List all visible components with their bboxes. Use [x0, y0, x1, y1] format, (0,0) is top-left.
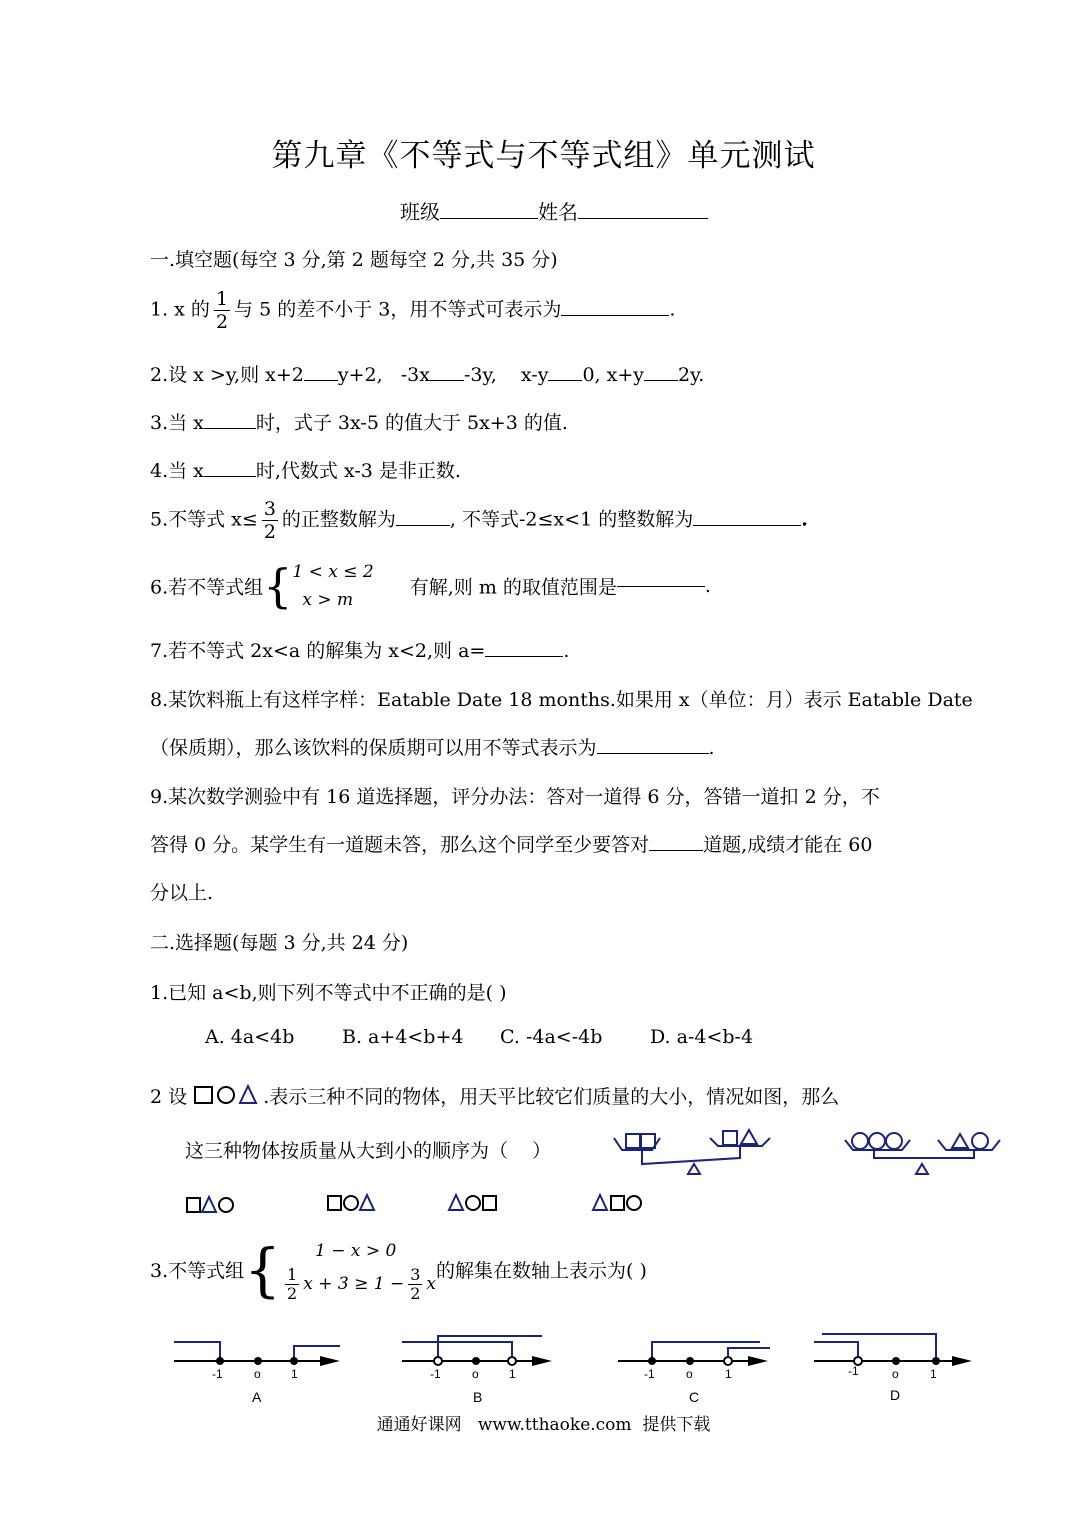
- number-line-c[interactable]: [618, 1342, 770, 1405]
- s2-q1-option-d[interactable]: D. a-4<b-4: [650, 1026, 754, 1048]
- tick-label: o: [472, 1367, 479, 1381]
- q9-blank[interactable]: [649, 849, 703, 851]
- s2-q2-line2: 这三种物体按质量从大到小的顺序为（ ）: [185, 1140, 552, 1162]
- fraction-three-halves: $\frac{3}{2}$: [263, 498, 276, 543]
- tick-label: o: [892, 1367, 899, 1381]
- s1-q3: 3.当 x 时，式子 3x-5 的值大于 5x+3 的值.: [150, 412, 568, 434]
- s1-q9-line3: 分以上.: [150, 882, 214, 904]
- q1-answer-blank[interactable]: [561, 314, 669, 316]
- s2-q2-option-4[interactable]: [593, 1195, 641, 1210]
- student-info-line: [400, 196, 708, 225]
- s2-q1-stem: 1.已知 a<b,则下列不等式中不正确的是( ): [150, 982, 507, 1004]
- q8-blank[interactable]: [597, 752, 709, 754]
- s1-q8-line2: （保质期），那么该饮料的保质期可以用不等式表示为 .: [150, 737, 715, 759]
- q5-blank-1[interactable]: [396, 524, 450, 526]
- class-blank[interactable]: [440, 217, 538, 219]
- s2-q1-option-a[interactable]: A. 4a<4b: [205, 1026, 295, 1048]
- q6-blank[interactable]: [617, 585, 705, 587]
- option-letter: D: [890, 1387, 901, 1403]
- brace-icon: {: [244, 1235, 282, 1304]
- s2-q2-option-2[interactable]: [328, 1195, 374, 1210]
- number-line-options: [170, 1328, 990, 1410]
- tick-label: 1: [725, 1367, 732, 1381]
- number-line-d[interactable]: [814, 1334, 972, 1403]
- tick-label: 1: [509, 1367, 516, 1381]
- q2-blank-3[interactable]: [548, 379, 582, 381]
- s1-q8-line1: 8.某饮料瓶上有这样字样：Eatable Date 18 months.如果用 x（单位：月）表示 Eatable Date: [150, 689, 973, 711]
- section2-heading: 二.选择题(每题 3 分,共 24 分): [150, 932, 409, 954]
- inequality-system-2: 1 − x > 0 $\frac{1}{2}$ x + 3 ≥ 1 − $\frac{3}{2}$ x: [287, 1241, 436, 1303]
- tick-label: 1: [930, 1367, 937, 1381]
- s2-q3: 3.不等式组{ 1 − x > 0 $\frac{1}{2}$ x + 3 ≥ 1 − $\frac{3}{2}$ x 的解集在数轴上表示为( ): [150, 1235, 647, 1304]
- inequality-system: 1 < x ≤ 2 x > m: [292, 562, 374, 610]
- s2-q2-options: [185, 1188, 655, 1218]
- name-blank[interactable]: [578, 217, 708, 219]
- section1-heading: 一.填空题(每空 3 分,第 2 题每空 2 分,共 35 分): [150, 249, 558, 271]
- s2-q2-option-1[interactable]: [187, 1197, 233, 1212]
- fraction-half: $\frac{1}{2}$: [215, 288, 229, 333]
- s1-q6: 6.若不等式组{ 1 < x ≤ 2 x > m 有解,则 m 的取值范围是 .: [150, 559, 711, 613]
- s2-q2-option-3[interactable]: [449, 1195, 496, 1210]
- tick-label: -1: [212, 1367, 223, 1381]
- shape-symbols-icon: [193, 1084, 263, 1106]
- tick-label: -1: [644, 1367, 655, 1381]
- number-line-a[interactable]: [174, 1342, 340, 1405]
- q3-blank[interactable]: [204, 427, 256, 429]
- q2-blank-4[interactable]: [644, 379, 678, 381]
- tick-label: o: [686, 1367, 693, 1381]
- s1-q5: 5.不等式 x≤ $\frac{3}{2}$ 的正整数解为 , 不等式-2≤x<1 的整数解为 .: [150, 498, 808, 543]
- tick-label: -1: [848, 1364, 859, 1378]
- name-label: 姓名: [538, 200, 578, 224]
- tick-label: 1: [291, 1367, 298, 1381]
- q4-blank[interactable]: [204, 475, 256, 477]
- s2-q1-option-b[interactable]: B. a+4<b+4: [342, 1026, 464, 1048]
- s1-q1: 1. x 的 $\frac{1}{2}$ 与 5 的差不小于 3，用不等式可表示为 .: [150, 288, 676, 333]
- s2-q1-option-c[interactable]: C. -4a<-4b: [500, 1026, 603, 1048]
- q2-blank-1[interactable]: [304, 379, 338, 381]
- option-letter: C: [689, 1389, 700, 1405]
- q7-blank[interactable]: [485, 655, 563, 657]
- s1-q2: 2.设 x >y,则 x+2 y+2, -3x -3y, x-y 0, x+y 2y.: [150, 364, 705, 386]
- tick-label: -1: [430, 1367, 441, 1381]
- s1-q9-line1: 9.某次数学测验中有 16 道选择题，评分办法：答对一道得 6 分，答错一道扣 2 分，不: [150, 786, 880, 808]
- s2-q2-line1: 2 设 .表示三种不同的物体，用天平比较它们质量的大小，情况如图，那么: [150, 1086, 840, 1108]
- option-letter: A: [252, 1389, 262, 1405]
- balance-scales-figure: [612, 1128, 1012, 1178]
- s1-q9-line2: 答得 0 分。某学生有一道题未答，那么这个同学至少要答对 道题,成绩才能在 60: [150, 834, 873, 856]
- tick-label: o: [254, 1367, 261, 1381]
- page-footer: 通通好课网 www.tthaoke.com 提供下载: [376, 1415, 711, 1435]
- page-title: 第九章《不等式与不等式组》单元测试: [271, 138, 816, 174]
- number-line-b[interactable]: [402, 1336, 552, 1405]
- s1-q4: 4.当 x 时,代数式 x-3 是非正数.: [150, 460, 461, 482]
- brace-icon: {: [263, 559, 293, 613]
- q5-blank-2[interactable]: [693, 524, 801, 526]
- option-letter: B: [473, 1389, 483, 1405]
- q1-text-post: 与 5 的差不小于 3，用不等式可表示为: [234, 298, 562, 321]
- q1-text-pre: 1. x 的: [150, 298, 210, 321]
- class-label: 班级: [400, 200, 440, 224]
- s1-q7: 7.若不等式 2x<a 的解集为 x<2,则 a= .: [150, 640, 570, 662]
- q2-blank-2[interactable]: [430, 379, 464, 381]
